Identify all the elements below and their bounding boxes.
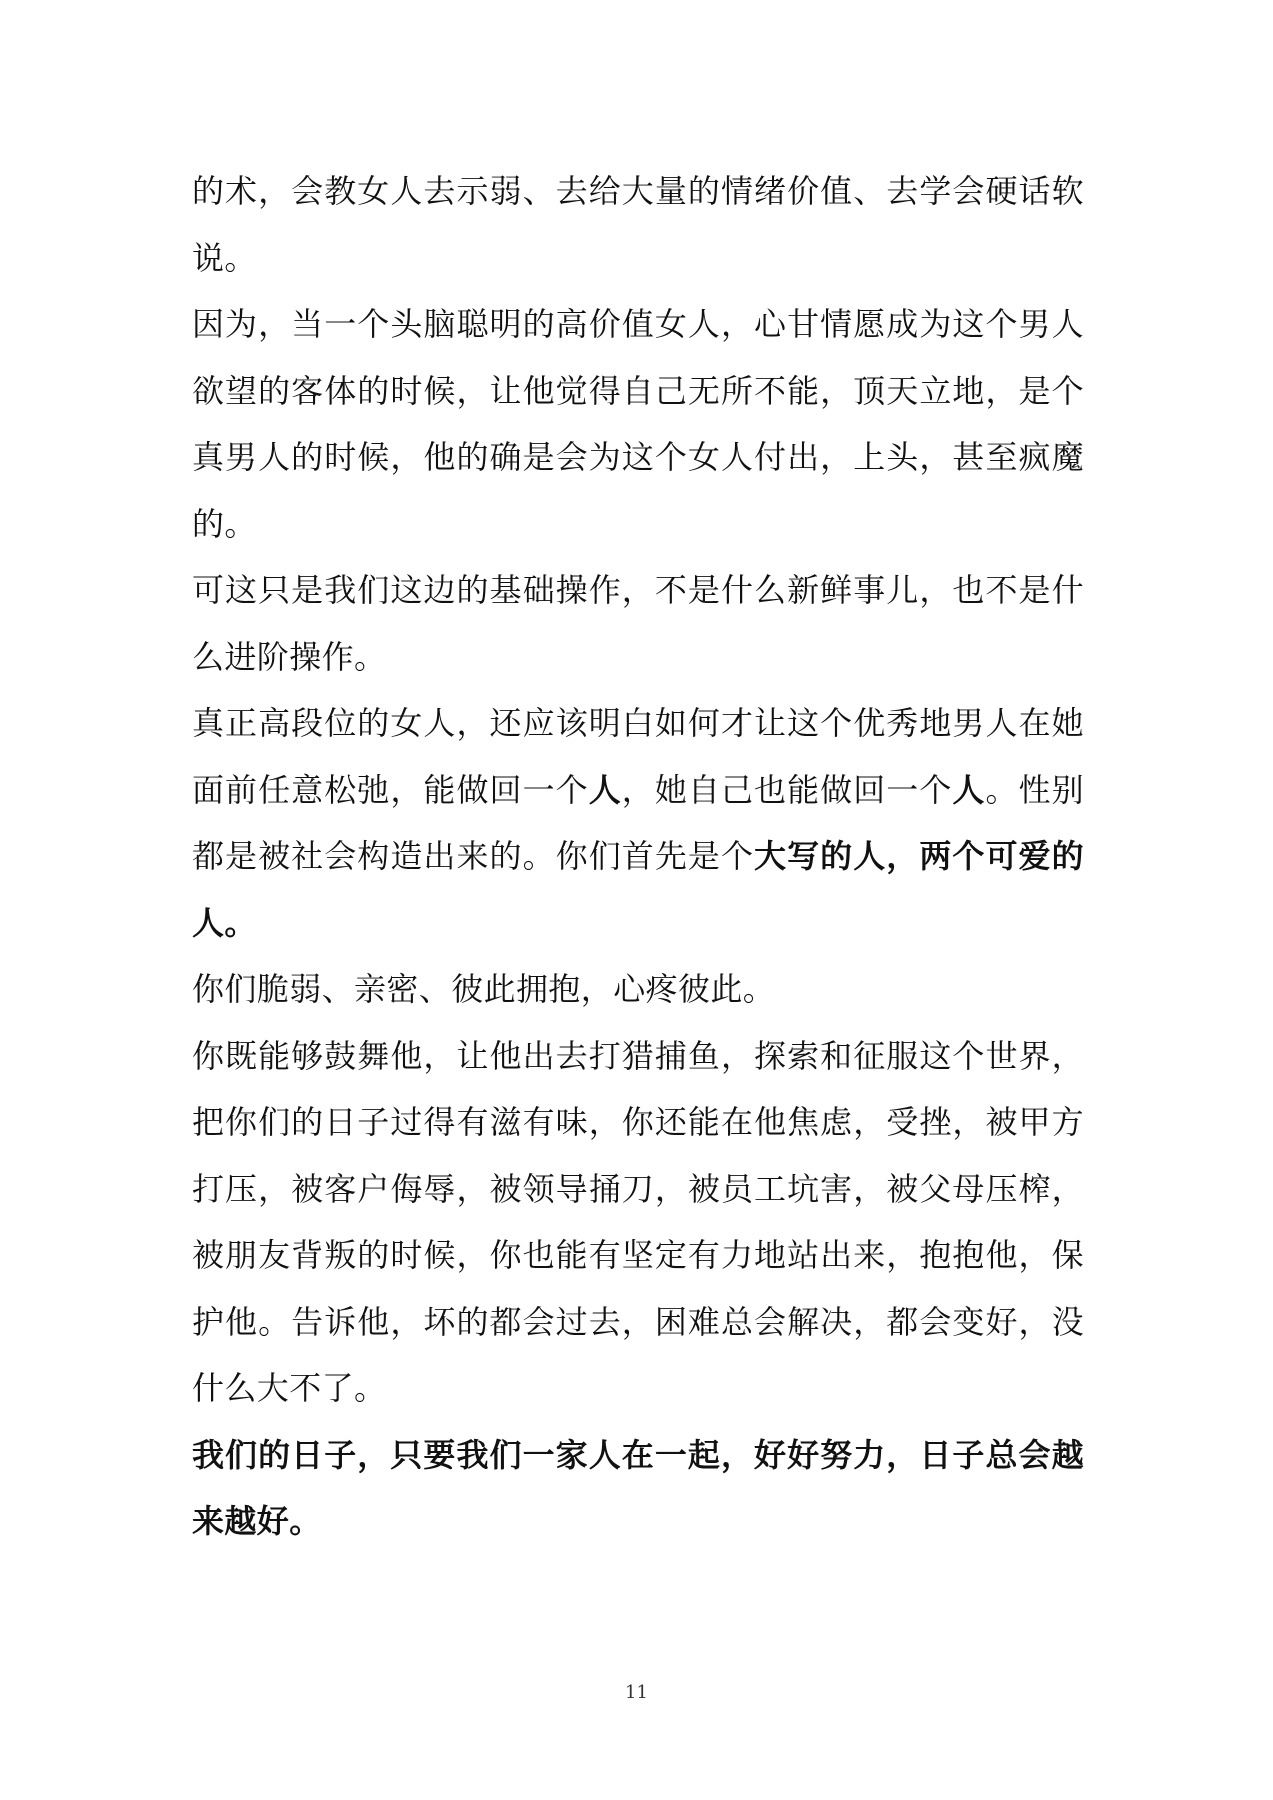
text-run: 。性别都是被社会构造出来的。你们首先是个 — [192, 770, 1084, 875]
paragraph-4 — [192, 690, 1084, 956]
paragraph-3 — [192, 557, 1084, 690]
paragraph-7 — [192, 1422, 1084, 1555]
text-run: 的术，会教女人去示弱、去给大量的情绪价值、去学会硬话软说。 — [192, 172, 1084, 277]
text-run: 真正高段位的女人，还应该明白如何才让这个优秀地男人在她面前任意松弛，能做回一个 — [192, 704, 1084, 809]
text-run: 你们脆弱、亲密、彼此拥抱，心疼彼此。 — [192, 970, 776, 1008]
bold-text-run: 人 — [952, 770, 986, 809]
text-run: 因为，当一个头脑聪明的高价值女人，心甘情愿成为这个男人欲望的客体的时候，让他觉得自己无所不能，顶天立地，是个真男人的时候，他的确是会为这个女人付出，上头，甚至疯魔的。 — [192, 305, 1084, 543]
document-body — [192, 158, 1084, 1555]
paragraph-5 — [192, 956, 1084, 1023]
text-run: 可这只是我们这边的基础操作，不是什么新鲜事儿，也不是什么进阶操作。 — [192, 571, 1084, 676]
bold-text-run: 我们的日子，只要我们一家人在一起，好好努力，日子总会越来越好。 — [192, 1435, 1084, 1540]
text-run: ，她自己也能做回一个 — [621, 770, 953, 809]
paragraph-2 — [192, 291, 1084, 557]
paragraph-1 — [192, 158, 1084, 291]
bold-text-run: 人 — [588, 770, 622, 809]
paragraph-6 — [192, 1023, 1084, 1422]
bold-text-run: 大写的人，两个可爱的人。 — [192, 837, 1084, 942]
text-run: 你既能够鼓舞他，让他出去打猎捕鱼，探索和征服这个世界，把你们的日子过得有滋有味，你还能在他焦虑，受挫，被甲方打压，被客户侮辱，被领导捅刀，被员工坑害，被父母压榨，被朋友背叛的时候，你也能有坚定有力地站出来，抱抱他，保护他。告诉他，坏的都会过去，困难总会解决，都会变好，没什么大不了。 — [192, 1036, 1084, 1407]
page-number: 11 — [625, 1682, 648, 1703]
